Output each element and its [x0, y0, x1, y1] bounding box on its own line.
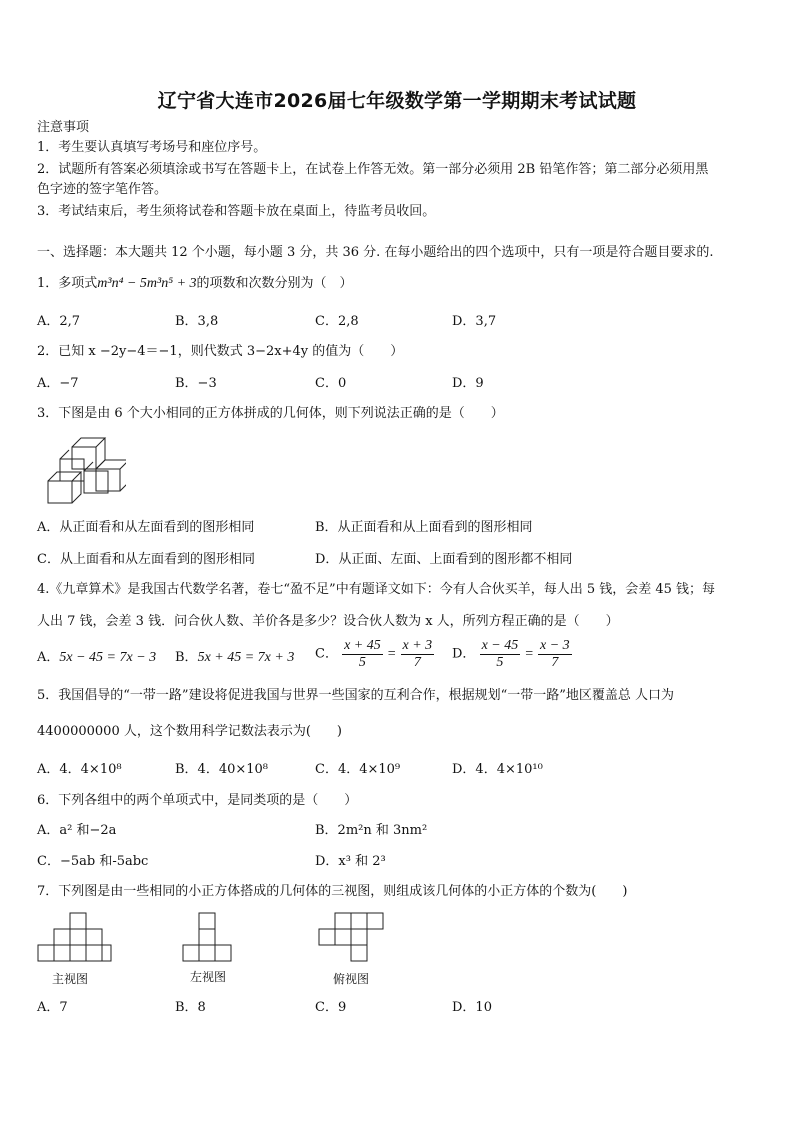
q1-suffix: 的项数和次数分别为（ ） [196, 276, 353, 291]
q4-c-fraction-right: $\frac{x + 3}{7}$ [402, 638, 433, 670]
q1-option-d[interactable]: D．3,7 [452, 314, 497, 329]
notice-heading: 注意事项 [37, 120, 90, 135]
q7-front-view-label: 主视图 [51, 972, 88, 986]
q1-prefix: 1．多项式 [37, 276, 98, 291]
q7-top-view-figure [318, 912, 388, 964]
question-7: 7．下列图是由一些相同的小正方体搭成的几何体的三视图，则组成该几何体的小正方体的个数为( ) [37, 884, 628, 899]
q3-cube-figure [40, 436, 126, 508]
q3-option-b[interactable]: B．从正面看和从上面看到的图形相同 [315, 520, 533, 535]
question-6: 6．下列各组中的两个单项式中，是同类项的是（ ） [37, 793, 358, 808]
q4-option-c[interactable]: C． $\frac{x + 45}{5}$ = $\frac{x + 3}{7}$ [315, 638, 433, 670]
q2-option-c[interactable]: C．0 [315, 376, 347, 391]
q6-option-a[interactable]: A．a² 和−2a [37, 823, 117, 838]
q1-option-b[interactable]: B．3,8 [175, 314, 219, 329]
q1-polynomial: m³n⁴ − 5m³n⁵ + 3 [97, 276, 197, 291]
q4-option-b-label: B． [175, 650, 198, 665]
q4-option-d[interactable]: D． $\frac{x - 45}{5}$ = $\frac{x - 3}{7}$ [452, 638, 570, 670]
q3-option-a[interactable]: A．从正面看和从左面看到的图形相同 [37, 520, 255, 535]
q1-option-a[interactable]: A．2,7 [37, 314, 81, 329]
q5-option-c[interactable]: C．4．4×10⁹ [315, 762, 401, 777]
question-3: 3．下图是由 6 个大小相同的正方体拼成的几何体，则下列说法正确的是（ ） [37, 406, 504, 421]
question-4-line-2: 人出 7 钱，会差 3 钱．问合伙人数、羊价各是多少？设合伙人数为 x 人，所列方程正确的是（ ） [37, 614, 619, 629]
q7-top-view-label: 俯视图 [332, 972, 369, 986]
question-2: 2．已知 x −2y−4＝−1，则代数式 3−2x+4y 的值为（ ） [37, 344, 404, 359]
q4-option-a-label: A． [37, 650, 60, 665]
q1-option-c[interactable]: C．2,8 [315, 314, 359, 329]
q7-option-b[interactable]: B．8 [175, 1000, 206, 1015]
q6-option-b[interactable]: B．2m²n 和 3nm² [315, 823, 428, 838]
q3-option-c[interactable]: C．从上面看和从左面看到的图形相同 [37, 552, 255, 567]
q7-left-view-label: 左视图 [189, 970, 226, 984]
q2-option-b[interactable]: B．−3 [175, 376, 217, 391]
question-4-line-1: 4.《九章算术》是我国古代数学名著，卷七“盈不足”中有题译文如下：今有人合伙买羊，每人出 5 钱，会差 45 钱；每 [37, 582, 716, 597]
q4-option-a[interactable] [37, 648, 156, 668]
q7-option-d[interactable]: D．10 [452, 1000, 492, 1015]
q7-option-a[interactable]: A．7 [37, 1000, 68, 1015]
q7-front-view-figure [37, 912, 113, 964]
q7-left-view-figure [182, 912, 234, 964]
q4-option-b[interactable] [175, 648, 294, 668]
page-title: 辽宁省大连市2026届七年级数学第一学期期末考试试题 [157, 90, 637, 112]
q4-d-fraction-left: $\frac{x - 45}{5}$ [481, 638, 519, 670]
question-1 [37, 274, 353, 294]
q5-option-a[interactable]: A．4．4×10⁸ [37, 762, 122, 777]
q3-option-d[interactable]: D．从正面、左面、上面看到的图形都不相同 [315, 552, 573, 567]
q2-option-d[interactable]: D．9 [452, 376, 484, 391]
question-5-line-2: 4400000000 人，这个数用科学记数法表示为( ) [37, 724, 342, 739]
section-heading: 一、选择题：本大题共 12 个小题，每小题 3 分，共 36 分. 在每小题给出的四个选项中，只有一项是符合题目要求的. [37, 245, 714, 260]
notice-item-1: 1．考生要认真填写考场号和座位序号。 [37, 140, 267, 155]
q4-option-c-label: C． [315, 646, 338, 662]
notice-item-3: 3．考试结束后，考生须将试卷和答题卡放在桌面上，待监考员收回。 [37, 204, 436, 219]
q4-equation-a: 5x − 45 = 7x − 3 [59, 650, 157, 665]
question-5-line-1: 5．我国倡导的“一带一路”建设将促进我国与世界一些国家的互利合作，根据规划“一带一路”地区覆盖总 人口为 [37, 688, 674, 703]
q5-option-d[interactable]: D．4．4×10¹⁰ [452, 762, 543, 777]
notice-item-2: 2．试题所有答案必须填涂或书写在答题卡上，在试卷上作答无效。第一部分必须用 2B 铅笔作答；第二部分必须用黑 [37, 162, 709, 177]
q4-c-fraction-left: $\frac{x + 45}{5}$ [344, 638, 381, 670]
q7-option-c[interactable]: C．9 [315, 1000, 347, 1015]
q4-equation-b: 5x + 45 = 7x + 3 [197, 650, 295, 665]
q6-option-c[interactable]: C．−5ab 和-5abc [37, 854, 149, 869]
q6-option-d[interactable]: D．x³ 和 2³ [315, 854, 386, 869]
q4-option-d-label: D． [452, 646, 476, 662]
notice-item-2-cont: 色字迹的签字笔作答。 [37, 182, 168, 197]
q4-d-fraction-right: $\frac{x - 3}{7}$ [539, 638, 570, 670]
q5-option-b[interactable]: B．4．40×10⁸ [175, 762, 269, 777]
q2-option-a[interactable]: A．−7 [37, 376, 79, 391]
